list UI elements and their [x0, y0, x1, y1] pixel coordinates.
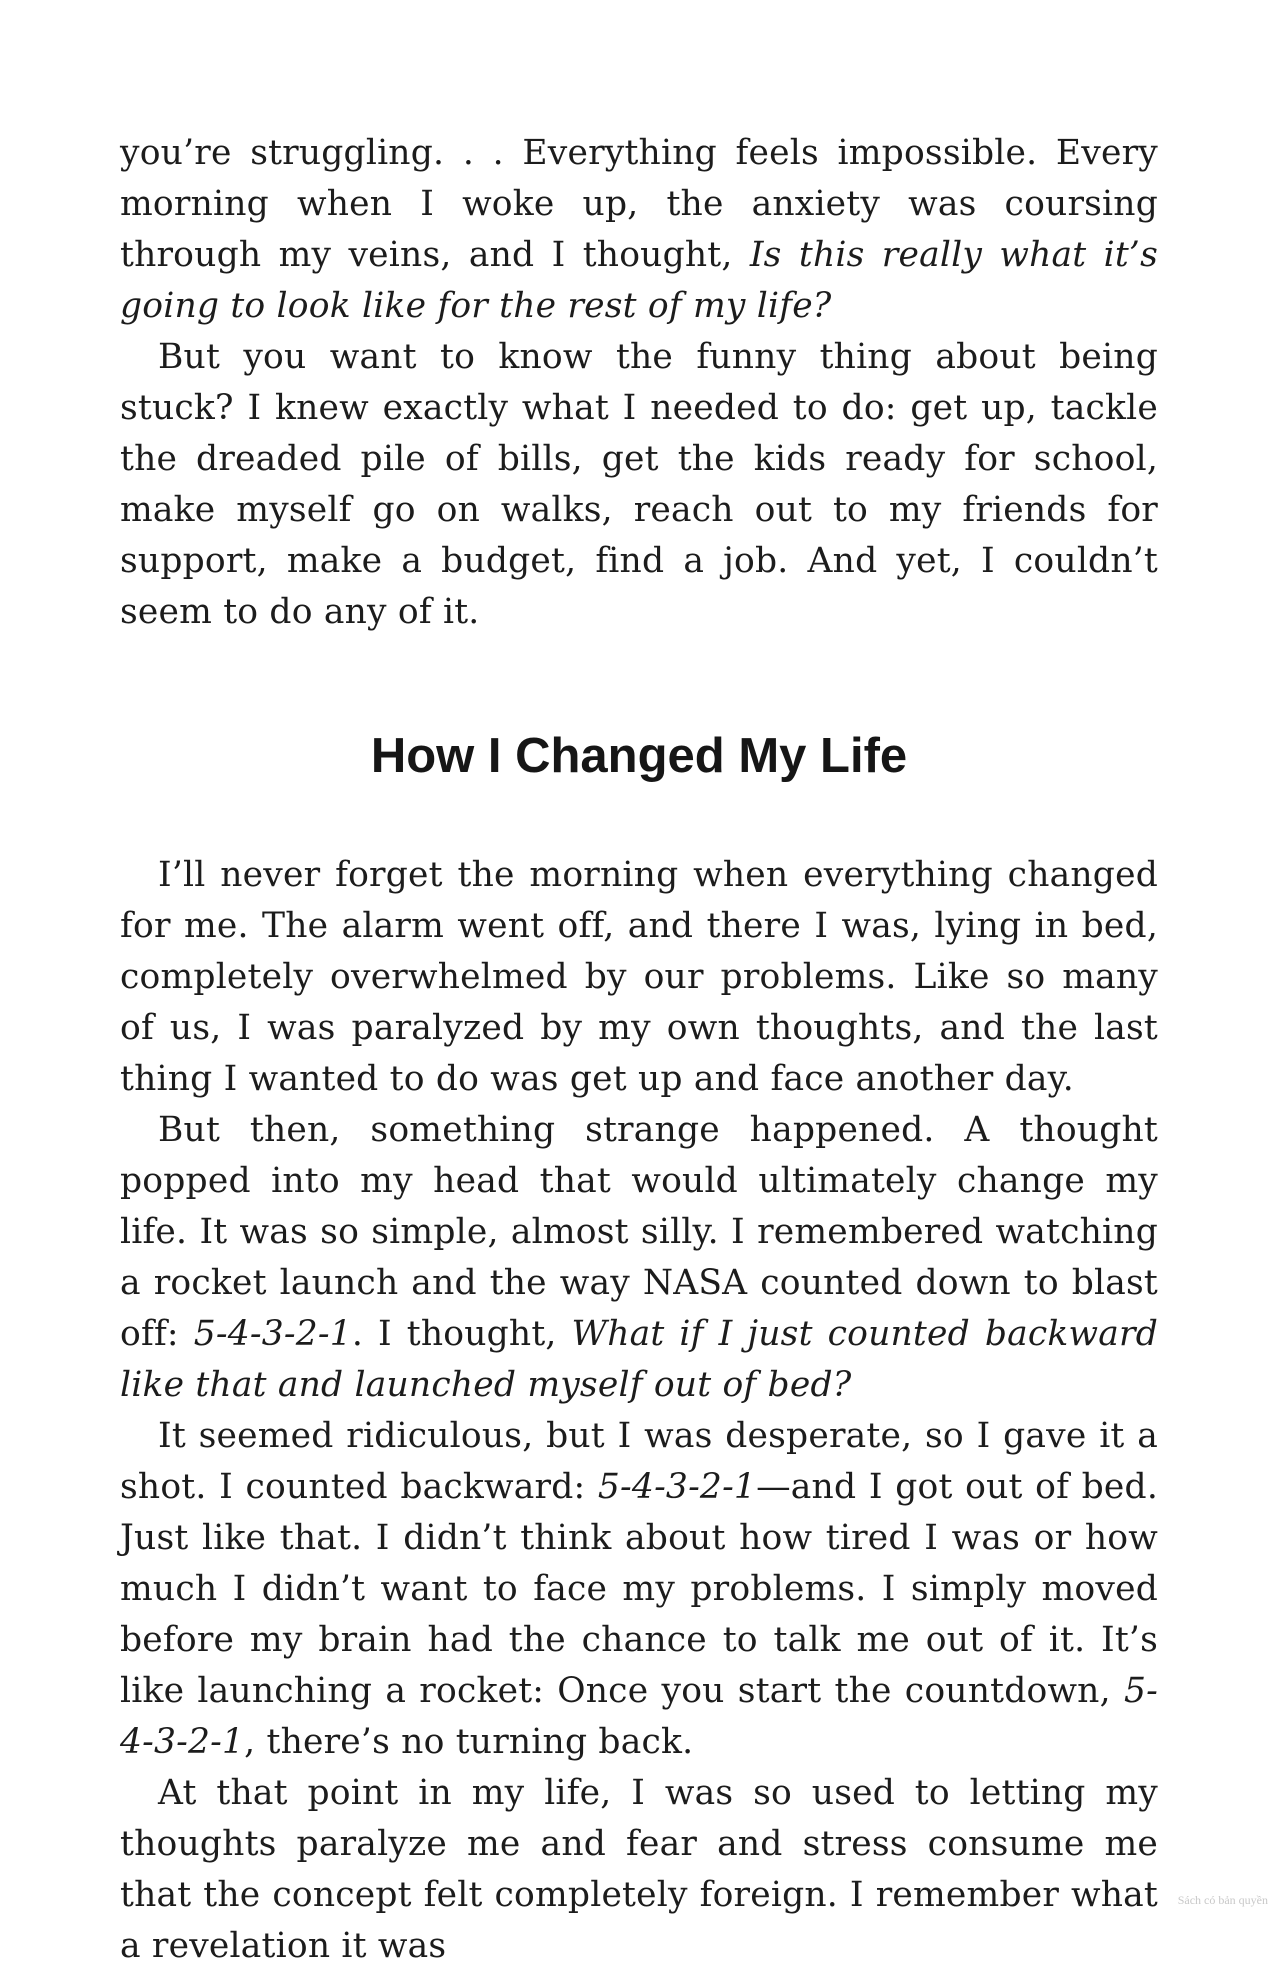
section-heading: How I Changed My Life	[370, 729, 908, 783]
paragraph-intro	[120, 128, 1158, 332]
paragraph-rocket-idea	[120, 1105, 1158, 1411]
text-run: But you want to know the funny thing about being stuck? I knew exactly what I needed to do: get up, tackle the dreaded pile of bills, get the kids ready for school, make myself go on walks, reach out to my friends for support, make a budget, find a job. And yet, I couldn’t seem to do any of it.	[120, 337, 1158, 632]
paragraph-countdown	[120, 1411, 1158, 1768]
text-run: But then, something strange happened. A thought popped into my head that would ultimately change my life. It was so simple, almost silly. I remembered watching a rocket launch and the way NASA counted down to blast off:	[120, 1110, 1158, 1354]
italic-text-run: 5-4-3-2-1	[193, 1314, 352, 1354]
paragraph-stuck	[120, 332, 1158, 638]
text-run: you’re struggling. . . Everything feels impossible. Every morning when I woke up, the anxiety was coursing through my veins, and I thought,	[120, 133, 1158, 275]
text-run: It seemed ridiculous, but I was desperate, so I gave it a shot. I counted backward:	[120, 1416, 1158, 1507]
italic-text-run: 5-4-3-2-1	[120, 1671, 1158, 1762]
italic-text-run: Is this really what it’s going to look like for the rest of my life?	[120, 235, 1158, 326]
text-run: —and I got out of bed. Just like that. I didn’t think about how tired I was or how much I didn’t want to face my problems. I simply moved before my brain had the chance to talk me out of it. It’s like launching a rocket: Once you start the countdown,	[120, 1467, 1158, 1711]
italic-text-run: 5-4-3-2-1	[597, 1467, 757, 1507]
text-run: . I thought,	[351, 1314, 572, 1354]
book-page	[120, 128, 1158, 1972]
paragraph-revelation	[120, 1768, 1158, 1972]
paragraph-morning	[120, 850, 1158, 1105]
text-run: I’ll never forget the morning when everything changed for me. The alarm went off, and there I was, lying in bed, completely overwhelmed by our problems. Like so many of us, I was paralyzed by my own thoughts, and the last thing I wanted to do was get up and face another day.	[120, 855, 1158, 1099]
italic-text-run: What if I just counted backward like that and launched myself out of bed?	[120, 1314, 1158, 1405]
text-run: , there’s no turning back.	[244, 1722, 694, 1762]
text-run: At that point in my life, I was so used to letting my thoughts paralyze me and fear and stress consume me that the concept felt completely foreign. I remember what a revelation it was	[120, 1773, 1158, 1966]
copyright-watermark: Sách có bản quyền	[1177, 1893, 1268, 1907]
